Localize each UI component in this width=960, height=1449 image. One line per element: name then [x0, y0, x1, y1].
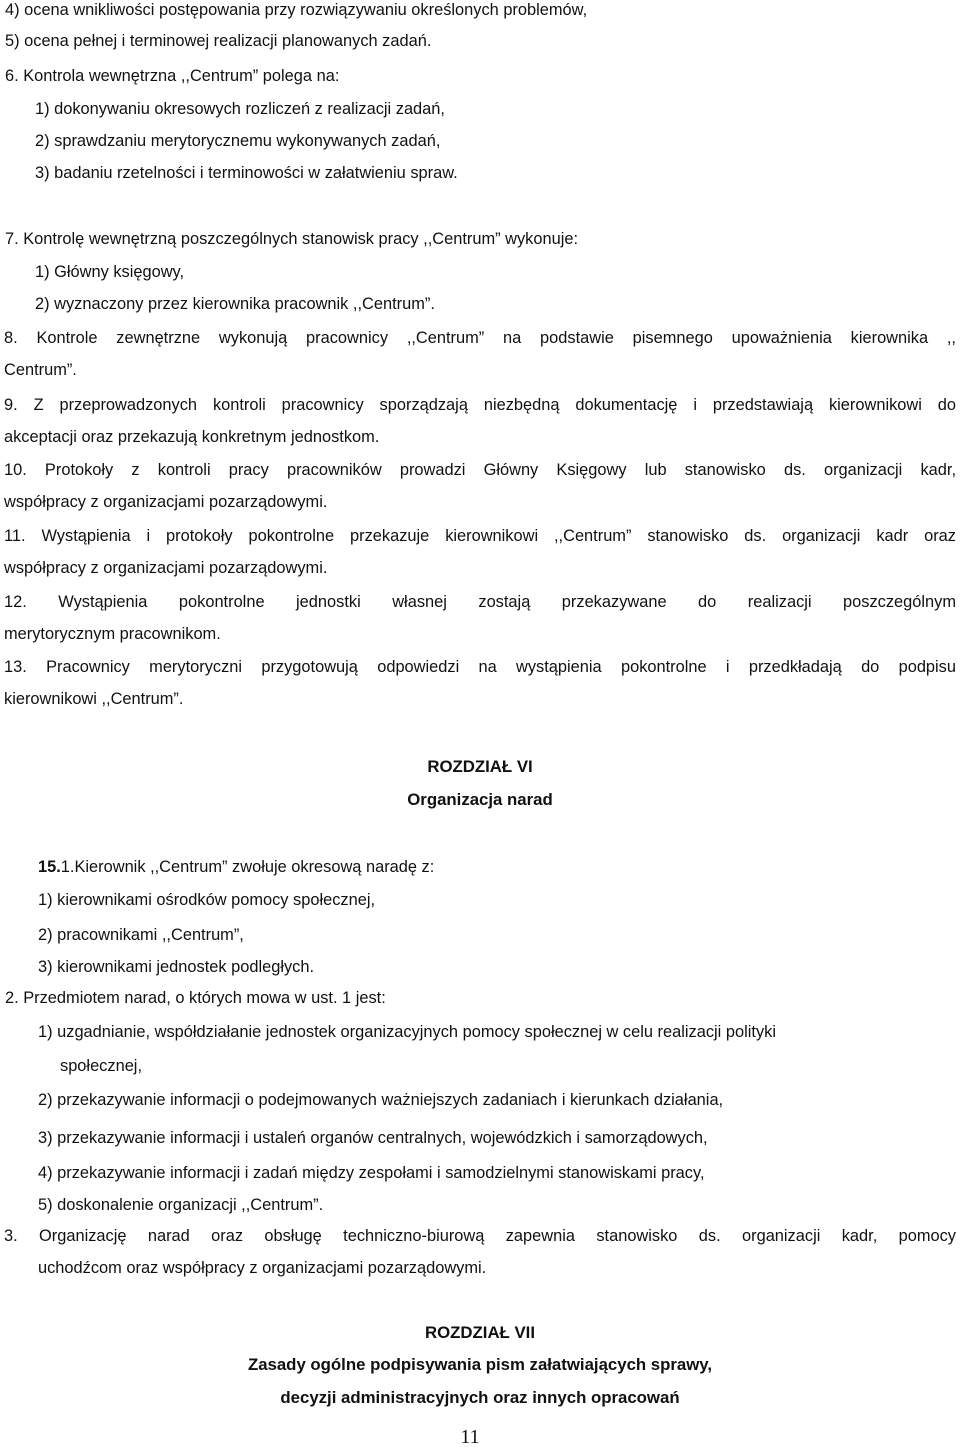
list-item: 2) pracownikami ,,Centrum”, — [38, 926, 244, 944]
paragraph: 7. Kontrolę wewnętrzną poszczególnych stanowisk pracy ,,Centrum” wykonuje: — [5, 230, 579, 248]
paragraph: 11. Wystąpienia i protokoły pokontrolne przekazuje kierownikowi ,,Centrum” stanowisko ds. organizacji kadr oraz — [4, 527, 956, 545]
paragraph-continuation: współpracy z organizacjami pozarządowymi. — [4, 493, 328, 511]
paragraph-continuation: Centrum”. — [4, 361, 77, 379]
chapter-heading: ROZDZIAŁ VI — [427, 757, 533, 776]
list-item: 3) badaniu rzetelności i terminowości w załatwieniu spraw. — [35, 164, 458, 182]
list-item: 1) dokonywaniu okresowych rozliczeń z realizacji zadań, — [35, 100, 445, 118]
paragraph-continuation: uchodźcom oraz współpracy z organizacjami pozarządowymi. — [38, 1259, 487, 1277]
list-item: 3) przekazywanie informacji i ustaleń organów centralnych, wojewódzkich i samorządowych, — [38, 1129, 708, 1147]
paragraph-continuation: merytorycznym pracownikom. — [4, 625, 221, 643]
list-item: 5) ocena pełnej i terminowej realizacji planowanych zadań. — [5, 32, 432, 50]
paragraph — [38, 857, 434, 877]
paragraph: 9. Z przeprowadzonych kontroli pracownicy sporządzają niezbędną dokumentację i przedstawiają kierownikowi do — [4, 396, 956, 414]
list-item-continuation: społecznej, — [60, 1057, 143, 1075]
paragraph: 8. Kontrole zewnętrzne wykonują pracownicy ,,Centrum” na podstawie pisemnego upoważnienia kierownika ,, — [4, 329, 956, 347]
list-item: 1) Główny księgowy, — [35, 263, 185, 281]
paragraph-text: 1.Kierownik ,,Centrum” zwołuje okresową naradę z: — [60, 858, 435, 876]
list-item: 5) doskonalenie organizacji ,,Centrum”. — [38, 1196, 324, 1214]
chapter-title: decyzji administracyjnych oraz innych opracowań — [280, 1388, 680, 1407]
page-number: 11 — [460, 1426, 480, 1448]
list-item: 2) wyznaczony przez kierownika pracownik ,,Centrum”. — [35, 295, 435, 313]
paragraph: 13. Pracownicy merytoryczni przygotowują odpowiedzi na wystąpienia pokontrolne i przedkładają do podpisu — [4, 658, 956, 676]
list-item: 4) ocena wnikliwości postępowania przy rozwiązywaniu określonych problemów, — [5, 1, 588, 19]
paragraph: 12. Wystąpienia pokontrolne jednostki własnej zostają przekazywane do realizacji poszczególnym — [4, 593, 956, 611]
list-item: 2) sprawdzaniu merytorycznemu wykonywanych zadań, — [35, 132, 441, 150]
paragraph-continuation: kierownikowi ,,Centrum”. — [4, 690, 184, 708]
section-number: 15. — [38, 858, 61, 876]
list-item: 2) przekazywanie informacji o podejmowanych ważniejszych zadaniach i kierunkach działania, — [38, 1091, 724, 1109]
paragraph: 10. Protokoły z kontroli pracy pracowników prowadzi Główny Księgowy lub stanowisko ds. organizacji kadr, — [4, 461, 956, 479]
paragraph-continuation: akceptacji oraz przekazują konkretnym jednostkom. — [4, 428, 380, 446]
list-item: 1) kierownikami ośrodków pomocy społecznej, — [38, 891, 376, 909]
paragraph: 6. Kontrola wewnętrzna ,,Centrum” polega na: — [5, 67, 340, 85]
paragraph: 3. Organizację narad oraz obsługę techniczno-biurową zapewnia stanowisko ds. organizacji kadr, pomocy — [4, 1227, 956, 1245]
chapter-title: Zasady ogólne podpisywania pism załatwiających sprawy, — [247, 1355, 713, 1374]
paragraph-continuation: współpracy z organizacjami pozarządowymi. — [4, 559, 328, 577]
list-item: 1) uzgadnianie, współdziałanie jednostek organizacyjnych pomocy społecznej w celu realizacji polityki — [38, 1023, 776, 1041]
list-item: 4) przekazywanie informacji i zadań między zespołami i samodzielnymi stanowiskami pracy, — [38, 1164, 705, 1182]
paragraph: 2. Przedmiotem narad, o których mowa w ust. 1 jest: — [5, 989, 386, 1007]
list-item: 3) kierownikami jednostek podległych. — [38, 958, 315, 976]
chapter-title: Organizacja narad — [407, 790, 553, 809]
chapter-heading: ROZDZIAŁ VII — [424, 1323, 535, 1342]
